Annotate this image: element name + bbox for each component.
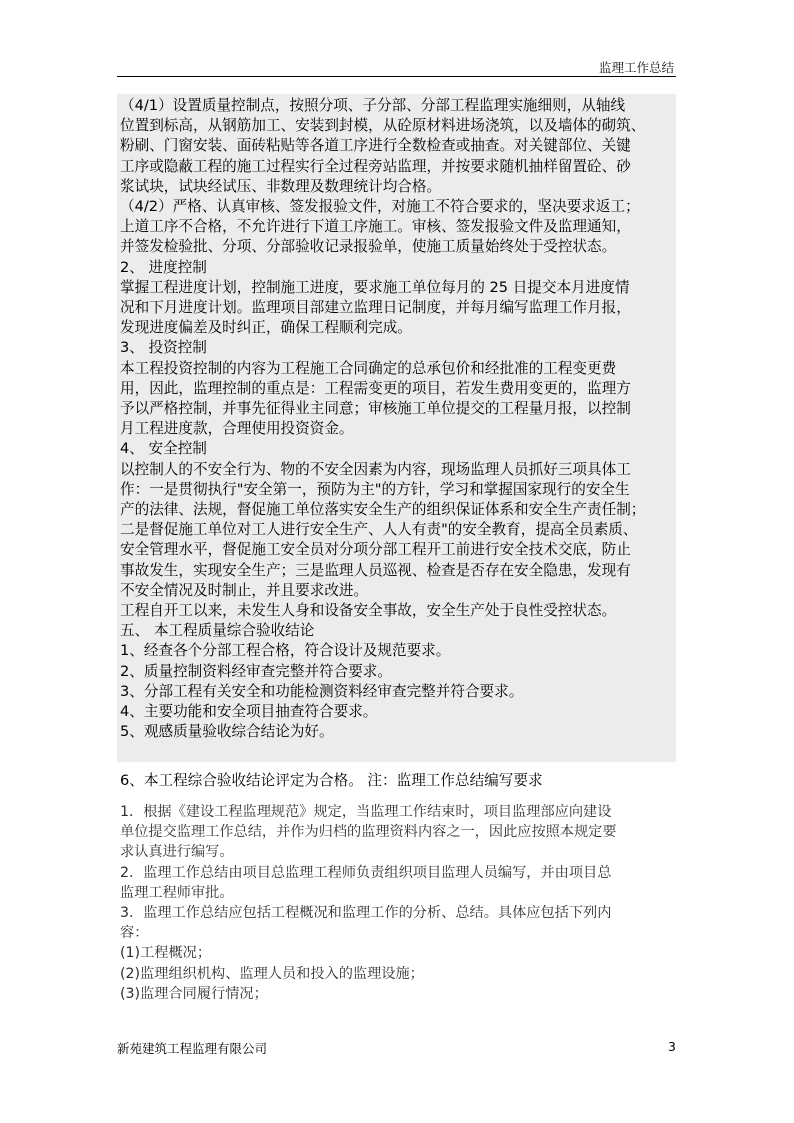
text-line: 1．根据《建设工程监理规范》规定，当监理工作结束时，项目监理部应向建设: [120, 804, 612, 820]
text-line: 监理工程师审批。: [120, 884, 234, 901]
text-line: 求认真进行编写。: [120, 844, 234, 861]
text-line: 发现进度偏差及时纠正，确保工程顺利完成。: [120, 319, 412, 337]
text-line: 况和下月进度计划。监理项目部建立监理日记制度，并每月编写监理工作月报，: [120, 299, 631, 317]
text-line: 事故发生，实现安全生产；三是监理人员巡视、检查是否存在安全隐患，发现有: [120, 561, 631, 579]
header-divider: [117, 76, 676, 77]
text-line: 3．监理工作总结应包括工程概况和监理工作的分析、总结。具体应包括下列内: [120, 905, 612, 922]
list-item: (2)监理组织机构、监理人员和投入的监理设施；: [120, 965, 424, 982]
list-item: 4、主要功能和安全项目抽查符合要求。: [120, 703, 378, 721]
text-line: 安全管理水平，督促施工安全员对分项分部工程开工前进行安全技术交底，防止: [120, 541, 631, 559]
conclusion-line: 6、本工程综合验收结论评定为合格。 注：监理工作总结编写要求: [120, 772, 543, 789]
text-line: 2．监理工作总结由项目总监理工程师负责组织项目监理人员编写，并由项目总: [120, 864, 612, 881]
header-title: 监理工作总结: [598, 60, 674, 75]
text-line: 以控制人的不安全行为、物的不安全因素为内容，现场监理人员抓好三项具体工: [120, 460, 631, 478]
list-item: 2、质量控制资料经审查完整并符合要求。: [120, 662, 392, 680]
text-line: 浆试块，试块经试压、非数理及数理统计均合格。: [120, 177, 442, 195]
text-line: 月工程进度款，合理使用投资资金。: [120, 420, 354, 438]
text-line: 掌握工程进度计划，控制施工进度，要求施工单位每月的 25 日提交本月进度情: [120, 278, 630, 296]
text-line: 本工程投资控制的内容为工程施工合同确定的总承包价和经批准的工程变更费: [120, 359, 617, 377]
text-line: 工程自开工以来，未发生人身和设备安全事故，安全生产处于良性受控状态。: [120, 602, 617, 620]
text-line: 用，因此，监理控制的重点是：工程需变更的项目，若发生费用变更的，监理方: [120, 379, 631, 397]
conclusion-row: [120, 771, 676, 791]
text-line: 作：一是贯彻执行"安全第一，预防为主"的方针，学习和掌握国家现行的安全生: [120, 480, 630, 498]
text-line: 并签发检验批、分项、分部验收记录报验单，使施工质量始终处于受控状态。: [120, 238, 617, 256]
text-line: 二是督促施工单位对工人进行安全生产、人人有责"的安全教育，提高全员素质、: [120, 521, 638, 539]
text-line: 上道工序不合格，不允许进行下道工序施工。审核、签发报验文件及监理通知，: [120, 218, 631, 236]
text-line: （4/1）设置质量控制点，按照分项、子分部、分部工程监理实施细则，从轴线: [120, 97, 626, 114]
text-line: 予以严格控制，并事先征得业主同意；审核施工单位提交的工程量月报，以控制: [120, 400, 631, 418]
page-number: 3: [668, 1039, 676, 1054]
body-section-writing-requirements: [120, 802, 676, 1004]
text-line: 粉刷、门窗安装、面砖粘贴等各道工序进行全数检查或抽查。对关键部位、关键: [120, 137, 631, 155]
list-item: 3、分部工程有关安全和功能检测资料经审查完整并符合要求。: [120, 682, 524, 700]
list-item: (3)监理合同履行情况；: [120, 985, 268, 1002]
section-heading: 4、 安全控制: [120, 440, 207, 458]
section-heading: 3、 投资控制: [120, 339, 207, 357]
text-line: 容：: [120, 925, 149, 942]
body-section-quality-progress-investment-safety: [120, 96, 676, 743]
list-item: 1、经查各个分部工程合格，符合设计及规范要求。: [120, 642, 451, 660]
footer-company: 新苑建筑工程监理有限公司: [117, 1041, 268, 1056]
text-line: 单位提交监理工作总结，并作为归档的监理资料内容之一，因此应按照本规定要: [120, 824, 617, 841]
text-line: 产的法律、法规，督促施工单位落实安全生产的组织保证体系和安全生产责任制；: [120, 501, 646, 519]
text-line: （4/2）严格、认真审核、签发报验文件，对施工不符合要求的，坚决要求返工；: [120, 198, 640, 216]
text-line: 不安全情况及时制止，并且要求改进。: [120, 581, 369, 599]
section-heading: 2、 进度控制: [120, 258, 207, 276]
list-item: (1)工程概况；: [120, 945, 212, 962]
list-item: 5、观感质量验收综合结论为好。: [120, 723, 334, 741]
text-line: 工序或隐蔽工程的施工过程实行全过程旁站监理，并按要求随机抽样留置砼、砂: [120, 157, 631, 175]
text-line: 位置到标高，从钢筋加工、安装到封模，从砼原材料进场浇筑，以及墙体的砌筑、: [120, 117, 646, 135]
section-heading: 五、 本工程质量综合验收结论: [120, 622, 315, 640]
